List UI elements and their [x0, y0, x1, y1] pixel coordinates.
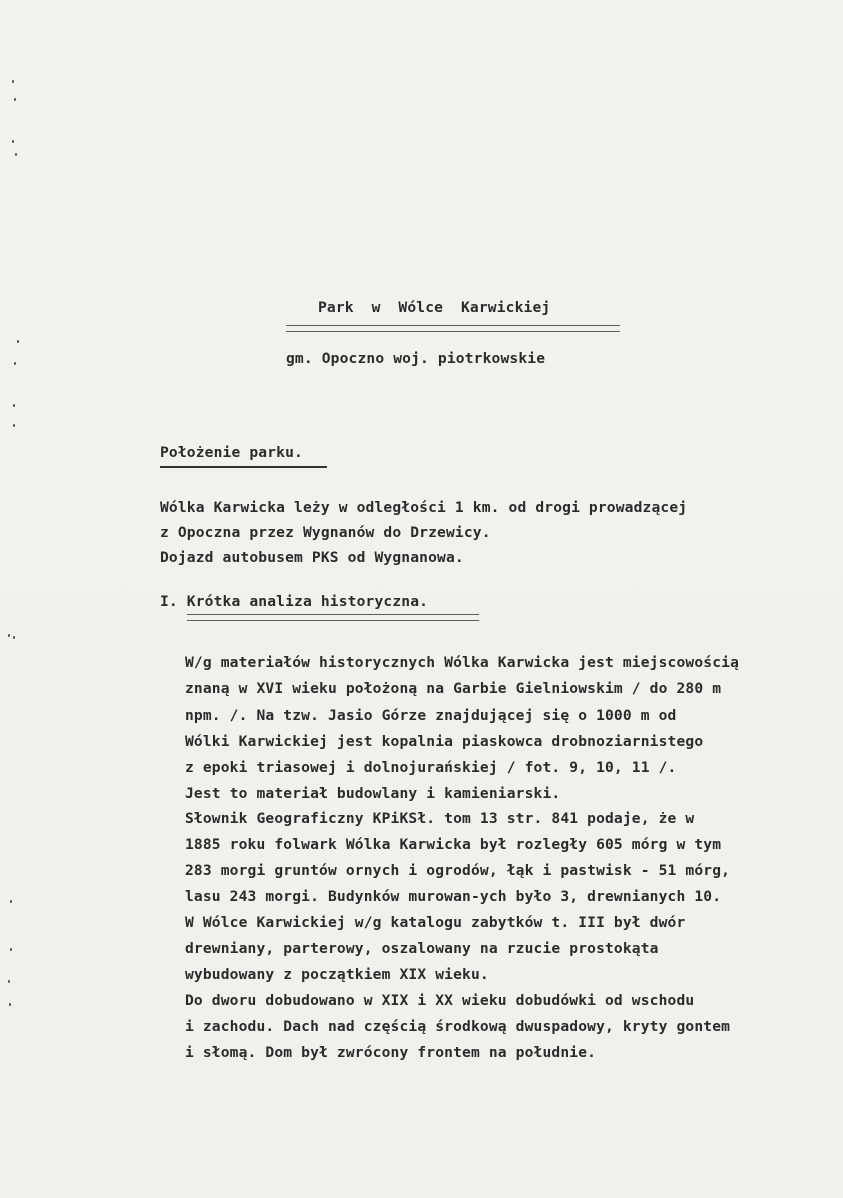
margin-mark	[15, 153, 17, 156]
text-line: Wólki Karwickiej jest kopalnia piaskowca drobnoziarnistego	[185, 733, 704, 750]
margin-mark	[12, 80, 14, 83]
text-line: npm. /. Na tzw. Jasio Górze znajdującej się o 1000 m od	[185, 707, 677, 724]
text-line: Dojazd autobusem PKS od Wygnanowa.	[160, 549, 464, 566]
text-line: i słomą. Dom był zwrócony frontem na południe.	[185, 1044, 597, 1061]
margin-mark	[12, 140, 14, 143]
margin-mark	[10, 948, 12, 951]
page-title: Park w Wólce Karwickiej	[318, 299, 551, 316]
text-line: W Wólce Karwickiej w/g katalogu zabytków t. III był dwór	[185, 914, 686, 931]
margin-mark	[13, 636, 15, 639]
text-line: Do dworu dobudowano w XIX i XX wieku dobudówki od wschodu	[185, 992, 695, 1009]
text-line: z epoki triasowej i dolnojurańskiej / fot. 9, 10, 11 /.	[185, 759, 677, 776]
text-line: znaną w XVI wieku położoną na Garbie Gielniowskim / do 280 m	[185, 680, 722, 697]
text-line: Wólka Karwicka leży w odległości 1 km. od drogi prowadzącej	[160, 499, 688, 516]
text-line: Jest to materiał budowlany i kamieniarski.	[185, 785, 561, 802]
margin-mark	[14, 98, 16, 101]
title-underline	[286, 325, 620, 332]
text-line: lasu 243 morgi. Budynków murowan-ych było 3, drewnianych 10.	[185, 888, 722, 905]
margin-mark	[9, 1003, 11, 1006]
heading-underline	[160, 466, 327, 468]
margin-mark	[8, 634, 10, 637]
text-line: wybudowany z początkiem XIX wieku.	[185, 966, 489, 983]
text-line: 283 morgi gruntów ornych i ogrodów, łąk i pastwisk - 51 mórg,	[185, 862, 731, 879]
margin-mark	[17, 340, 19, 343]
margin-mark	[8, 980, 10, 983]
heading-underline-history	[187, 614, 479, 621]
margin-mark	[13, 424, 15, 427]
text-line: W/g materiałów historycznych Wólka Karwicka jest miejscowością	[185, 654, 740, 671]
text-line: z Opoczna przez Wygnanów do Drzewicy.	[160, 524, 491, 541]
margin-mark	[14, 362, 16, 365]
text-line: drewniany, parterowy, oszalowany na rzucie prostokąta	[185, 940, 659, 957]
margin-mark	[13, 404, 15, 407]
section-heading-history: I. Krótka analiza historyczna.	[160, 593, 429, 610]
margin-mark	[10, 900, 12, 903]
text-line: i zachodu. Dach nad częścią środkową dwuspadowy, kryty gontem	[185, 1018, 731, 1035]
text-line: Słownik Geograficzny KPiKSł. tom 13 str. 841 podaje, że w	[185, 810, 695, 827]
page-subtitle: gm. Opoczno woj. piotrkowskie	[286, 350, 546, 367]
text-line: 1885 roku folwark Wólka Karwicka był rozległy 605 mórg w tym	[185, 836, 722, 853]
section-heading-location: Położenie parku.	[160, 444, 303, 461]
